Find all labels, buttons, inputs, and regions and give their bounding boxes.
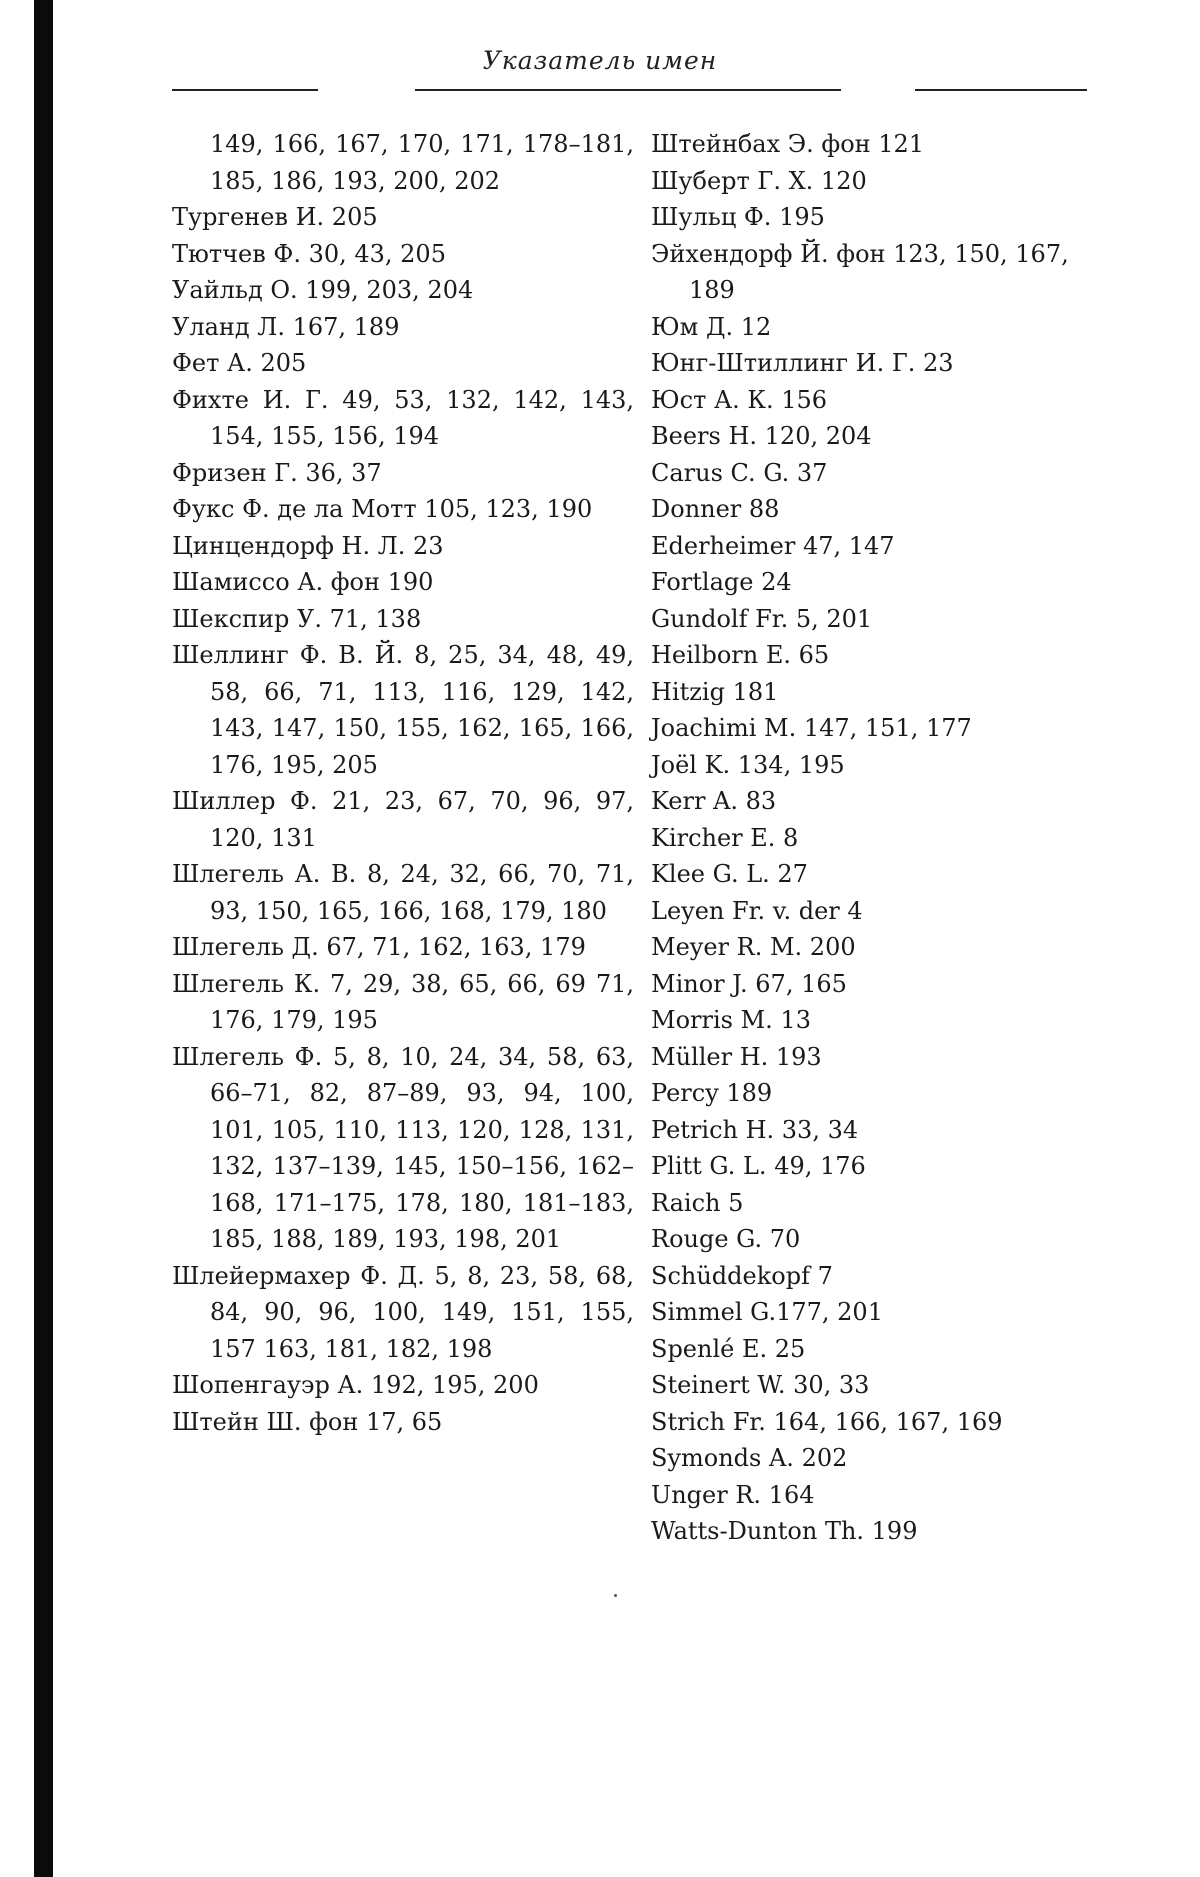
index-entry: Шопенгауэр А. 192, 195, 200 xyxy=(172,1371,539,1399)
index-entry: Шиллер Ф. 21, 23, 67, 70, 96, 97, 120, 131 xyxy=(172,787,634,852)
index-entry: Klee G. L. 27 xyxy=(651,860,808,888)
index-entry: Шлегель Д. 67, 71, 162, 163, 179 xyxy=(172,933,586,961)
index-entry: Цинцендорф Н. Л. 23 xyxy=(172,531,444,560)
index-entry: Morris M. 13 xyxy=(651,1006,811,1034)
header-rule-segment xyxy=(915,89,1087,91)
index-entry: Percy 189 xyxy=(651,1079,773,1107)
index-entry: Watts-Dunton Th. 199 xyxy=(651,1517,918,1545)
index-entry: Фихте И. Г. 49, 53, 132, 142, 143, 154, 155, 156, 194 xyxy=(172,385,634,450)
index-entry: Фет А. 205 xyxy=(172,349,307,377)
index-entry: Шлейермахер Ф. Д. 5, 8, 23, 58, 68, 84, 90, 96, 100, 149, 151, 155, 157 163, 181, 182, 198 xyxy=(172,1261,634,1363)
index-entry: Тютчев Ф. 30, 43, 205 xyxy=(172,239,446,268)
index-entry: Müller H. 193 xyxy=(651,1042,822,1071)
index-entry: Beers H. 120, 204 xyxy=(651,422,872,450)
index-entry: Symonds A. 202 xyxy=(651,1444,848,1472)
index-entry: Steinert W. 30, 33 xyxy=(651,1371,870,1399)
index-entry: Шуберт Г. Х. 120 xyxy=(651,166,867,195)
index-entry: Joachimi M. 147, 151, 177 xyxy=(651,714,972,742)
index-entry: Уланд Л. 167, 189 xyxy=(172,312,400,341)
index-entry: Gundolf Fr. 5, 201 xyxy=(651,604,873,633)
index-column-right xyxy=(651,126,1121,1550)
index-entry: Шлегель А. В. 8, 24, 32, 66, 70, 71, 93, 150, 165, 166, 168, 179, 180 xyxy=(172,860,634,925)
index-entry: Шлегель К. 7, 29, 38, 65, 66, 69 71, 176, 179, 195 xyxy=(172,969,634,1034)
index-entry: Schüddekopf 7 xyxy=(651,1261,833,1290)
index-entry: Фризен Г. 36, 37 xyxy=(172,458,382,487)
index-entry: Carus C. G. 37 xyxy=(651,458,828,487)
index-entry: Шлегель Ф. 5, 8, 10, 24, 34, 58, 63, 66–71, 82, 87–89, 93, 94, 100, 101, 105, 110, 113, 120, 128, 131, 132, 137–139, 145, 150–156, 162–168, 171–175, 178, 180, 181–183, 185, 188, 189, 193, 198, 201 xyxy=(172,1042,634,1253)
index-entry: Шеллинг Ф. В. Й. 8, 25, 34, 48, 49, 58, 66, 71, 113, 116, 129, 142, 143, 147, 150, 155, 162, 165, 166, 176, 195, 205 xyxy=(172,641,634,779)
index-entry: Spenlé E. 25 xyxy=(651,1334,806,1363)
index-entry: Юнг-Штиллинг И. Г. 23 xyxy=(651,349,954,377)
index-entry: Joël K. 134, 195 xyxy=(651,750,845,779)
index-entry: Шекспир У. 71, 138 xyxy=(172,604,422,633)
page-binding-edge xyxy=(34,0,53,1877)
index-entry: Unger R. 164 xyxy=(651,1480,815,1509)
index-entry: Petrich H. 33, 34 xyxy=(651,1115,859,1144)
index-entry: Hitzig 181 xyxy=(651,677,779,706)
index-entry: Штейн Ш. фон 17, 65 xyxy=(172,1407,443,1436)
index-entry: Rouge G. 70 xyxy=(651,1225,801,1253)
page-speck xyxy=(614,1594,617,1597)
running-head: Указатель имен xyxy=(482,46,718,75)
index-entry: 149, 166, 167, 170, 171, 178–181, 185, 186, 193, 200, 202 xyxy=(210,130,634,195)
index-entry: Strich Fr. 164, 166, 167, 169 xyxy=(651,1407,1003,1436)
index-entry: Meyer R. M. 200 xyxy=(651,933,856,961)
index-entry: Simmel G.177, 201 xyxy=(651,1298,883,1326)
header-rule-segment xyxy=(415,89,841,91)
index-entry: Фукс Ф. де ла Мотт 105, 123, 190 xyxy=(172,495,593,523)
index-entry: Heilborn E. 65 xyxy=(651,641,830,669)
index-entry: Уайльд О. 199, 203, 204 xyxy=(172,276,474,304)
index-entry: Kircher E. 8 xyxy=(651,823,799,852)
header-rule-segment xyxy=(172,89,318,91)
index-column-left xyxy=(172,126,634,1440)
index-entry: Donner 88 xyxy=(651,495,780,523)
index-entry: Тургенев И. 205 xyxy=(172,203,378,231)
index-entry: Fortlage 24 xyxy=(651,568,792,596)
index-entry: Ederheimer 47, 147 xyxy=(651,531,895,560)
index-entry: Шамиссо А. фон 190 xyxy=(172,568,434,596)
index-entry: Plitt G. L. 49, 176 xyxy=(651,1152,866,1180)
index-entry: Шульц Ф. 195 xyxy=(651,203,825,231)
index-entry: Minor J. 67, 165 xyxy=(651,969,847,998)
index-entry: Штейнбах Э. фон 121 xyxy=(651,130,925,158)
index-entry: Эйхендорф Й. фон 123, 150, 167, 189 xyxy=(651,239,1069,304)
index-entry: Leyen Fr. v. der 4 xyxy=(651,896,863,925)
index-entry: Raich 5 xyxy=(651,1188,744,1217)
index-entry: Юм Д. 12 xyxy=(651,312,772,341)
index-entry: Юст А. К. 156 xyxy=(651,385,828,414)
index-entry: Kerr A. 83 xyxy=(651,787,777,815)
